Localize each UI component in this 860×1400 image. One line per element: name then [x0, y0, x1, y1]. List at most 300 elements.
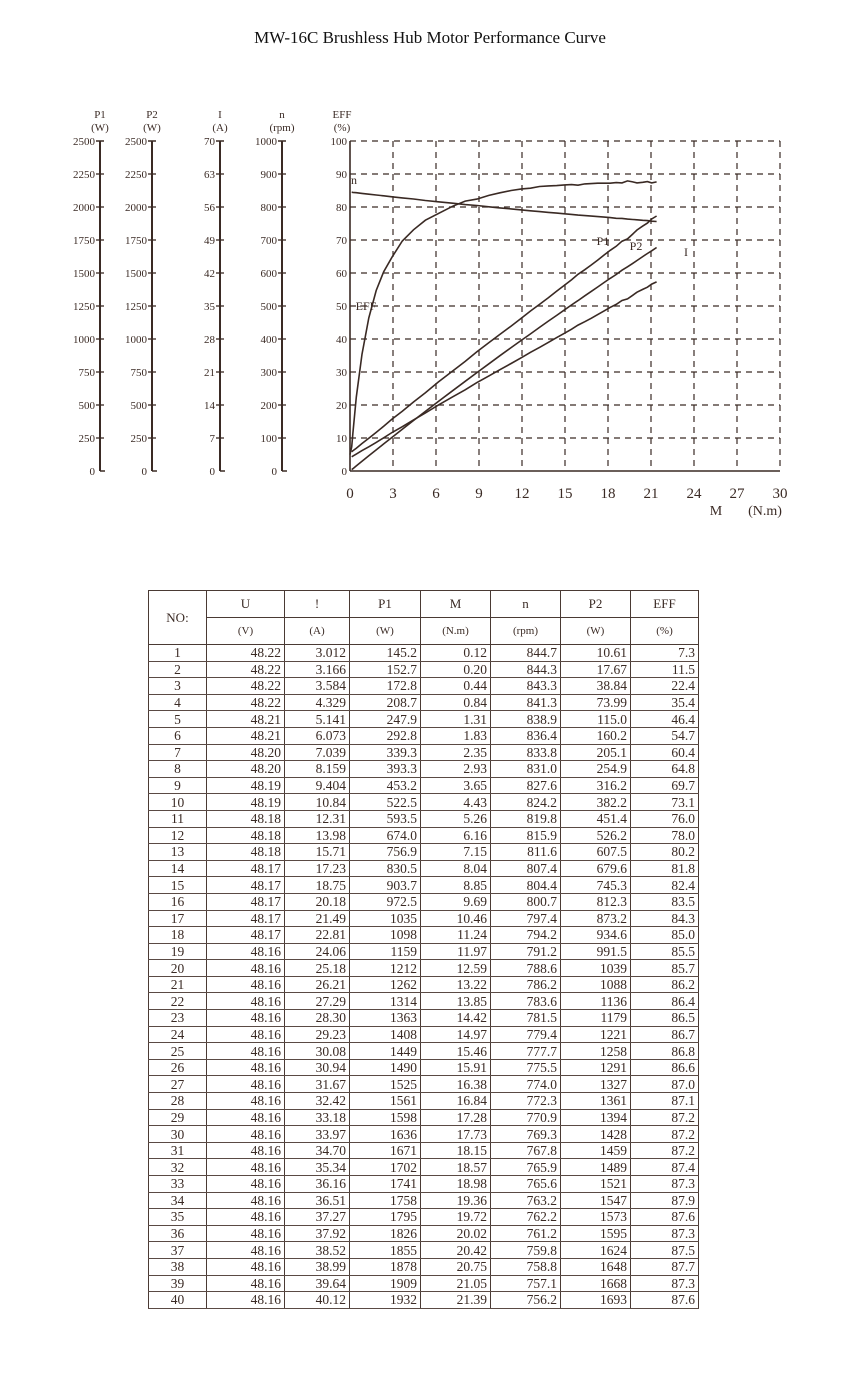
cell-no: 8 — [149, 761, 207, 778]
cell-eff: 80.2 — [631, 844, 699, 861]
cell-p1: 453.2 — [350, 777, 421, 794]
cell-p2: 10.61 — [561, 645, 631, 662]
cell-m: 16.38 — [421, 1076, 491, 1093]
table-row — [149, 943, 699, 960]
cell-i: 30.08 — [285, 1043, 350, 1060]
cell-p2: 1648 — [561, 1258, 631, 1275]
cell-p1: 1449 — [350, 1043, 421, 1060]
cell-no: 18 — [149, 927, 207, 944]
cell-no: 16 — [149, 893, 207, 910]
table-row — [149, 711, 699, 728]
table-row — [149, 976, 699, 993]
axis-tick-label: 1750 — [73, 235, 95, 247]
series-line-p1 — [352, 216, 657, 452]
cell-m: 1.31 — [421, 711, 491, 728]
cell-p1: 1098 — [350, 927, 421, 944]
axis-tick-label: 80 — [336, 202, 347, 214]
table-row — [149, 678, 699, 695]
cell-p1: 1909 — [350, 1275, 421, 1292]
cell-n: 844.3 — [491, 661, 561, 678]
axis-tick-label: 1250 — [73, 301, 95, 313]
unit-eff: (%) — [631, 618, 699, 645]
cell-p2: 316.2 — [561, 777, 631, 794]
cell-eff: 87.3 — [631, 1225, 699, 1242]
cell-p2: 1668 — [561, 1275, 631, 1292]
axis-tick-label: 2250 — [125, 169, 147, 181]
cell-eff: 86.4 — [631, 993, 699, 1010]
cell-no: 12 — [149, 827, 207, 844]
cell-m: 2.93 — [421, 761, 491, 778]
axis-name-eff: EFF — [332, 109, 352, 121]
axis-tick-label: 2250 — [73, 169, 95, 181]
cell-u: 48.19 — [207, 794, 285, 811]
axis-tick-label: 2500 — [125, 136, 147, 148]
cell-n: 800.7 — [491, 893, 561, 910]
cell-m: 19.36 — [421, 1192, 491, 1209]
cell-i: 13.98 — [285, 827, 350, 844]
cell-n: 811.6 — [491, 844, 561, 861]
x-tick-label: 21 — [643, 486, 659, 502]
cell-u: 48.17 — [207, 877, 285, 894]
header-eff: EFF — [631, 591, 699, 618]
axis-tick-label: 2000 — [125, 202, 147, 214]
table-row — [149, 744, 699, 761]
cell-eff: 86.6 — [631, 1059, 699, 1076]
axis-tick-label: 1000 — [125, 334, 147, 346]
series-label-p1: P1 — [596, 234, 610, 248]
cell-u: 48.22 — [207, 678, 285, 695]
cell-no: 23 — [149, 1010, 207, 1027]
cell-i: 34.70 — [285, 1142, 350, 1159]
cell-eff: 22.4 — [631, 678, 699, 695]
cell-u: 48.16 — [207, 1059, 285, 1076]
cell-i: 39.64 — [285, 1275, 350, 1292]
cell-n: 769.3 — [491, 1126, 561, 1143]
cell-p2: 1573 — [561, 1209, 631, 1226]
axis-unit-i: (A) — [212, 122, 228, 134]
cell-no: 28 — [149, 1093, 207, 1110]
table-row — [149, 1043, 699, 1060]
cell-no: 26 — [149, 1059, 207, 1076]
cell-u: 48.16 — [207, 1109, 285, 1126]
cell-eff: 35.4 — [631, 694, 699, 711]
cell-m: 0.44 — [421, 678, 491, 695]
cell-p1: 1636 — [350, 1126, 421, 1143]
header-u: U — [207, 591, 285, 618]
axis-tick-label: 70 — [204, 136, 215, 148]
axis-tick-label: 800 — [260, 202, 277, 214]
axis-tick-label: 0 — [341, 466, 347, 478]
axis-tick-label: 28 — [204, 334, 215, 346]
axis-tick-label: 300 — [260, 367, 277, 379]
cell-u: 48.16 — [207, 1142, 285, 1159]
cell-eff: 69.7 — [631, 777, 699, 794]
axis-tick-label: 600 — [260, 268, 277, 280]
cell-m: 21.39 — [421, 1292, 491, 1309]
cell-i: 37.92 — [285, 1225, 350, 1242]
cell-p1: 1855 — [350, 1242, 421, 1259]
axis-tick-label: 700 — [260, 235, 277, 247]
cell-u: 48.20 — [207, 744, 285, 761]
cell-p1: 1702 — [350, 1159, 421, 1176]
cell-no: 34 — [149, 1192, 207, 1209]
cell-p1: 1932 — [350, 1292, 421, 1309]
cell-n: 765.6 — [491, 1176, 561, 1193]
cell-no: 25 — [149, 1043, 207, 1060]
cell-n: 770.9 — [491, 1109, 561, 1126]
cell-no: 31 — [149, 1142, 207, 1159]
cell-no: 11 — [149, 810, 207, 827]
cell-m: 12.59 — [421, 960, 491, 977]
cell-u: 48.16 — [207, 1076, 285, 1093]
cell-p2: 607.5 — [561, 844, 631, 861]
cell-m: 20.75 — [421, 1258, 491, 1275]
cell-eff: 87.2 — [631, 1109, 699, 1126]
table-header-row — [149, 591, 699, 618]
cell-m: 13.85 — [421, 993, 491, 1010]
unit-i: (A) — [285, 618, 350, 645]
cell-no: 33 — [149, 1176, 207, 1193]
cell-m: 18.57 — [421, 1159, 491, 1176]
cell-no: 17 — [149, 910, 207, 927]
cell-eff: 85.7 — [631, 960, 699, 977]
cell-i: 15.71 — [285, 844, 350, 861]
cell-eff: 60.4 — [631, 744, 699, 761]
cell-no: 24 — [149, 1026, 207, 1043]
cell-p2: 934.6 — [561, 927, 631, 944]
cell-p1: 522.5 — [350, 794, 421, 811]
cell-i: 25.18 — [285, 960, 350, 977]
axis-tick-label: 7 — [209, 433, 215, 445]
cell-n: 797.4 — [491, 910, 561, 927]
page-title: MW-16C Brushless Hub Motor Performance Curve — [254, 28, 606, 47]
cell-p2: 1291 — [561, 1059, 631, 1076]
table-row — [149, 927, 699, 944]
table-units-row — [149, 618, 699, 645]
cell-i: 17.23 — [285, 860, 350, 877]
cell-p1: 1490 — [350, 1059, 421, 1076]
cell-eff: 11.5 — [631, 661, 699, 678]
cell-u: 48.16 — [207, 943, 285, 960]
table-row — [149, 761, 699, 778]
cell-n: 772.3 — [491, 1093, 561, 1110]
cell-no: 22 — [149, 993, 207, 1010]
cell-p2: 526.2 — [561, 827, 631, 844]
table-row — [149, 993, 699, 1010]
cell-p2: 205.1 — [561, 744, 631, 761]
cell-eff: 87.1 — [631, 1093, 699, 1110]
axis-tick-label: 0 — [89, 466, 95, 478]
table-row — [149, 1126, 699, 1143]
cell-m: 3.65 — [421, 777, 491, 794]
cell-n: 794.2 — [491, 927, 561, 944]
table-row — [149, 1142, 699, 1159]
series-label-eff: EFF — [355, 299, 377, 313]
cell-p1: 208.7 — [350, 694, 421, 711]
cell-i: 3.012 — [285, 645, 350, 662]
cell-u: 48.18 — [207, 844, 285, 861]
cell-p1: 1795 — [350, 1209, 421, 1226]
cell-p2: 1088 — [561, 976, 631, 993]
table-row — [149, 1093, 699, 1110]
table-row — [149, 1275, 699, 1292]
cell-p1: 1262 — [350, 976, 421, 993]
cell-u: 48.16 — [207, 1026, 285, 1043]
unit-p1: (W) — [350, 618, 421, 645]
series-line-eff — [350, 181, 657, 455]
cell-m: 2.35 — [421, 744, 491, 761]
cell-n: 759.8 — [491, 1242, 561, 1259]
cell-i: 27.29 — [285, 993, 350, 1010]
cell-n: 777.7 — [491, 1043, 561, 1060]
cell-no: 4 — [149, 694, 207, 711]
cell-p2: 1221 — [561, 1026, 631, 1043]
axis-name-p2: P2 — [146, 109, 158, 121]
cell-p2: 1547 — [561, 1192, 631, 1209]
axis-tick-label: 0 — [141, 466, 147, 478]
cell-n: 786.2 — [491, 976, 561, 993]
cell-m: 15.91 — [421, 1059, 491, 1076]
cell-eff: 73.1 — [631, 794, 699, 811]
axis-tick-label: 40 — [336, 334, 347, 346]
cell-p2: 1394 — [561, 1109, 631, 1126]
table-row — [149, 827, 699, 844]
cell-i: 8.159 — [285, 761, 350, 778]
header-i: ! — [285, 591, 350, 618]
cell-m: 15.46 — [421, 1043, 491, 1060]
cell-eff: 87.6 — [631, 1209, 699, 1226]
cell-p2: 679.6 — [561, 860, 631, 877]
cell-u: 48.22 — [207, 694, 285, 711]
table-row — [149, 1292, 699, 1309]
cell-eff: 81.8 — [631, 860, 699, 877]
cell-no: 2 — [149, 661, 207, 678]
cell-p2: 991.5 — [561, 943, 631, 960]
cell-eff: 87.7 — [631, 1258, 699, 1275]
cell-no: 38 — [149, 1258, 207, 1275]
cell-n: 819.8 — [491, 810, 561, 827]
cell-p1: 145.2 — [350, 645, 421, 662]
axis-unit-p1: (W) — [91, 122, 109, 134]
header-no: NO: — [149, 591, 207, 645]
cell-i: 6.073 — [285, 727, 350, 744]
cell-p2: 1179 — [561, 1010, 631, 1027]
cell-u: 48.16 — [207, 1275, 285, 1292]
cell-m: 20.42 — [421, 1242, 491, 1259]
cell-n: 843.3 — [491, 678, 561, 695]
cell-p1: 1741 — [350, 1176, 421, 1193]
cell-u: 48.16 — [207, 1176, 285, 1193]
table-row — [149, 1059, 699, 1076]
axis-tick-label: 1500 — [125, 268, 147, 280]
cell-i: 10.84 — [285, 794, 350, 811]
cell-no: 7 — [149, 744, 207, 761]
cell-u: 48.22 — [207, 661, 285, 678]
x-axis-label: M — [709, 504, 723, 519]
cell-m: 14.97 — [421, 1026, 491, 1043]
cell-p2: 1136 — [561, 993, 631, 1010]
table-row — [149, 1026, 699, 1043]
cell-p2: 1428 — [561, 1126, 631, 1143]
table-row — [149, 1242, 699, 1259]
table-row — [149, 910, 699, 927]
cell-p1: 756.9 — [350, 844, 421, 861]
axis-tick-label: 400 — [260, 334, 277, 346]
cell-n: 841.3 — [491, 694, 561, 711]
cell-p1: 830.5 — [350, 860, 421, 877]
table-row — [149, 893, 699, 910]
cell-p1: 903.7 — [350, 877, 421, 894]
cell-n: 758.8 — [491, 1258, 561, 1275]
cell-i: 38.52 — [285, 1242, 350, 1259]
cell-n: 804.4 — [491, 877, 561, 894]
cell-n: 763.2 — [491, 1192, 561, 1209]
cell-n: 824.2 — [491, 794, 561, 811]
cell-m: 5.26 — [421, 810, 491, 827]
series-label-n: n — [351, 173, 357, 187]
cell-eff: 86.7 — [631, 1026, 699, 1043]
cell-i: 37.27 — [285, 1209, 350, 1226]
series-label-p2: P2 — [629, 239, 643, 253]
axis-tick-label: 20 — [336, 400, 347, 412]
cell-n: 774.0 — [491, 1076, 561, 1093]
cell-u: 48.18 — [207, 810, 285, 827]
cell-n: 836.4 — [491, 727, 561, 744]
cell-eff: 83.5 — [631, 893, 699, 910]
cell-u: 48.16 — [207, 1126, 285, 1143]
table-row — [149, 777, 699, 794]
axis-tick-label: 750 — [130, 367, 147, 379]
cell-p2: 1361 — [561, 1093, 631, 1110]
cell-no: 10 — [149, 794, 207, 811]
cell-u: 48.17 — [207, 910, 285, 927]
cell-p2: 812.3 — [561, 893, 631, 910]
x-tick-label: 27 — [729, 486, 745, 502]
x-tick-label: 18 — [600, 486, 616, 502]
axis-name-i: I — [218, 109, 222, 121]
axis-tick-label: 250 — [78, 433, 95, 445]
cell-eff: 82.4 — [631, 877, 699, 894]
cell-u: 48.16 — [207, 1043, 285, 1060]
cell-eff: 87.9 — [631, 1192, 699, 1209]
cell-p1: 972.5 — [350, 893, 421, 910]
cell-n: 762.2 — [491, 1209, 561, 1226]
cell-i: 21.49 — [285, 910, 350, 927]
cell-n: 761.2 — [491, 1225, 561, 1242]
x-tick-label: 12 — [514, 486, 530, 502]
cell-u: 48.16 — [207, 1242, 285, 1259]
axis-tick-label: 1750 — [125, 235, 147, 247]
cell-p2: 1459 — [561, 1142, 631, 1159]
axis-tick-label: 14 — [204, 400, 215, 412]
series-line-p2 — [352, 248, 657, 470]
cell-u: 48.17 — [207, 927, 285, 944]
cell-eff: 7.3 — [631, 645, 699, 662]
table-row — [149, 844, 699, 861]
cell-no: 21 — [149, 976, 207, 993]
cell-p2: 1595 — [561, 1225, 631, 1242]
cell-p1: 1525 — [350, 1076, 421, 1093]
cell-p1: 1826 — [350, 1225, 421, 1242]
cell-eff: 46.4 — [631, 711, 699, 728]
x-tick-label: 3 — [389, 486, 397, 502]
cell-m: 18.98 — [421, 1176, 491, 1193]
series-label-i: I — [684, 245, 688, 259]
cell-p2: 254.9 — [561, 761, 631, 778]
cell-no: 1 — [149, 645, 207, 662]
x-tick-label: 9 — [475, 486, 483, 502]
cell-m: 6.16 — [421, 827, 491, 844]
cell-no: 29 — [149, 1109, 207, 1126]
cell-no: 6 — [149, 727, 207, 744]
cell-p1: 1035 — [350, 910, 421, 927]
cell-u: 48.16 — [207, 1010, 285, 1027]
cell-i: 24.06 — [285, 943, 350, 960]
cell-m: 8.85 — [421, 877, 491, 894]
cell-m: 11.24 — [421, 927, 491, 944]
cell-no: 9 — [149, 777, 207, 794]
cell-p1: 152.7 — [350, 661, 421, 678]
cell-no: 35 — [149, 1209, 207, 1226]
cell-i: 40.12 — [285, 1292, 350, 1309]
cell-eff: 78.0 — [631, 827, 699, 844]
axis-tick-label: 63 — [204, 169, 215, 181]
cell-m: 11.97 — [421, 943, 491, 960]
cell-p2: 1327 — [561, 1076, 631, 1093]
cell-i: 33.18 — [285, 1109, 350, 1126]
table-row — [149, 694, 699, 711]
cell-i: 35.34 — [285, 1159, 350, 1176]
cell-p1: 393.3 — [350, 761, 421, 778]
x-tick-label: 6 — [432, 486, 440, 502]
table-row — [149, 1076, 699, 1093]
cell-p1: 593.5 — [350, 810, 421, 827]
table-row — [149, 810, 699, 827]
x-tick-label: 0 — [346, 486, 354, 502]
cell-eff: 87.3 — [631, 1176, 699, 1193]
axis-tick-label: 0 — [209, 466, 215, 478]
cell-no: 37 — [149, 1242, 207, 1259]
cell-m: 17.28 — [421, 1109, 491, 1126]
cell-no: 13 — [149, 844, 207, 861]
cell-u: 48.17 — [207, 860, 285, 877]
x-tick-label: 30 — [772, 486, 788, 502]
cell-p1: 1561 — [350, 1093, 421, 1110]
cell-u: 48.21 — [207, 711, 285, 728]
cell-i: 3.166 — [285, 661, 350, 678]
cell-n: 783.6 — [491, 993, 561, 1010]
cell-u: 48.16 — [207, 1093, 285, 1110]
axis-tick-label: 49 — [204, 235, 215, 247]
cell-eff: 64.8 — [631, 761, 699, 778]
cell-i: 38.99 — [285, 1258, 350, 1275]
cell-eff: 87.0 — [631, 1076, 699, 1093]
table-row — [149, 661, 699, 678]
cell-m: 8.04 — [421, 860, 491, 877]
cell-n: 815.9 — [491, 827, 561, 844]
table-row — [149, 1258, 699, 1275]
cell-i: 4.329 — [285, 694, 350, 711]
cell-i: 32.42 — [285, 1093, 350, 1110]
cell-i: 22.81 — [285, 927, 350, 944]
cell-i: 20.18 — [285, 893, 350, 910]
header-n: n — [491, 591, 561, 618]
cell-p1: 1758 — [350, 1192, 421, 1209]
series-line-i — [352, 282, 657, 457]
cell-p2: 115.0 — [561, 711, 631, 728]
cell-m: 18.15 — [421, 1142, 491, 1159]
cell-i: 36.16 — [285, 1176, 350, 1193]
